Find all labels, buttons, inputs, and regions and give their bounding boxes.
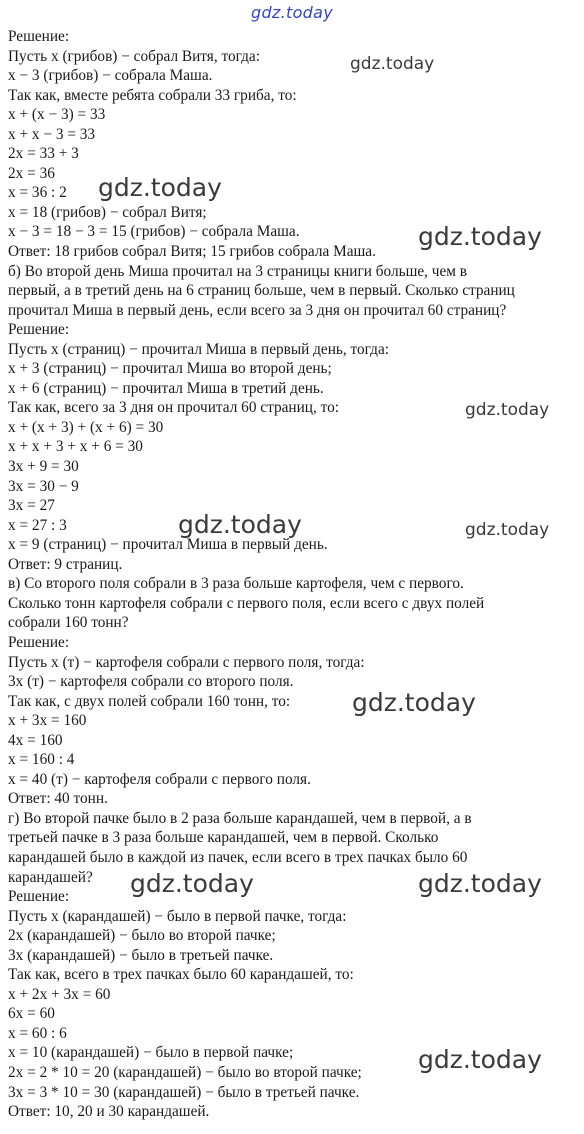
text-line: x = 40 (т) − картофеля собрали с первого поля. xyxy=(8,770,311,788)
text-line: 3x (т) − картофеля собрали со второго поля. xyxy=(8,673,294,691)
top-watermark: gdz.today xyxy=(251,3,333,22)
text-line: Ответ: 40 тонн. xyxy=(8,790,108,808)
text-line: первый, а в третий день на 6 страниц больше, чем в первый. Сколько страниц xyxy=(8,282,515,300)
text-line: карандашей было в каждой из пачек, если всего в трех пачках было 60 xyxy=(8,848,468,866)
watermark-text: gdz.today xyxy=(465,520,550,540)
text-line: Решение: xyxy=(8,888,70,906)
text-line: x = 160 : 4 xyxy=(8,751,75,769)
text-line: карандашей? xyxy=(8,868,93,886)
text-line: Ответ: 10, 20 и 30 карандашей. xyxy=(8,1103,210,1121)
text-line: 2x = 2 * 10 = 20 (карандашей) − было во второй пачке; xyxy=(8,1063,362,1081)
text-line: в) Со второго поля собрали в 3 раза больше картофеля, чем с первого. xyxy=(8,575,464,593)
text-line: Пусть x (т) − картофеля собрали с первого поля, тогда: xyxy=(8,653,365,671)
text-line: x + (x − 3) = 33 xyxy=(8,106,106,124)
watermark-text: gdz.today xyxy=(350,54,435,74)
text-line: x + 2x + 3x = 60 xyxy=(8,985,111,1003)
text-line: x = 9 (страниц) − прочитал Миша в первый день. xyxy=(8,536,328,554)
text-line: x − 3 = 18 − 3 = 15 (грибов) − собрала Маша. xyxy=(8,223,300,241)
text-line: x = 36 : 2 xyxy=(8,184,67,202)
text-line: Решение: xyxy=(8,633,70,651)
text-line: 3x = 27 xyxy=(8,497,55,515)
watermark-text: gdz.today xyxy=(418,1045,542,1074)
text-line: прочитал Миша в первый день, если всего за 3 дня он прочитал 60 страниц? xyxy=(8,301,507,319)
text-line: Решение: xyxy=(8,321,70,339)
text-line: x − 3 (грибов) − собрала Маша. xyxy=(8,67,213,85)
text-line: 3x + 9 = 30 xyxy=(8,458,79,476)
text-line: x + 3 (страниц) − прочитал Миша во второй день; xyxy=(8,360,332,378)
text-line: x + 3x = 160 xyxy=(8,712,87,730)
watermark-text: gdz.today xyxy=(418,869,542,898)
watermark-text: gdz.today xyxy=(418,222,542,251)
text-line: 6x = 60 xyxy=(8,1005,55,1023)
text-line: x = 18 (грибов) − собрал Витя; xyxy=(8,203,207,221)
text-line: Сколько тонн картофеля собрали с первого поля, если всего с двух полей xyxy=(8,594,485,612)
text-line: 3x = 30 − 9 xyxy=(8,477,79,495)
watermark-text: gdz.today xyxy=(98,173,222,202)
text-line: x + 6 (страниц) − прочитал Миша в третий день. xyxy=(8,379,324,397)
text-line: собрали 160 тонн? xyxy=(8,614,129,632)
text-line: 2x = 36 xyxy=(8,164,55,182)
text-line: 4x = 160 xyxy=(8,731,63,749)
text-line: Пусть x (страниц) − прочитал Миша в первый день, тогда: xyxy=(8,340,389,358)
text-line: Ответ: 9 страниц. xyxy=(8,555,123,573)
text-line: Ответ: 18 грибов собрал Витя; 15 грибов собрала Маша. xyxy=(8,243,376,261)
text-line: 2x (карандашей) − было во второй пачке; xyxy=(8,927,276,945)
text-line: Так как, всего в трех пачках было 60 карандашей, то: xyxy=(8,966,354,984)
watermark-text: gdz.today xyxy=(465,400,550,420)
text-line: Решение: xyxy=(8,28,70,45)
text-line: Пусть x (карандашей) − было в первой пачке, тогда: xyxy=(8,907,347,925)
text-line: 3x = 3 * 10 = 30 (карандашей) − было в третьей пачке. xyxy=(8,1083,360,1101)
solution-text xyxy=(8,27,580,1122)
text-line: x + (x + 3) + (x + 6) = 30 xyxy=(8,418,164,436)
text-line: г) Во второй пачке было в 2 раза больше карандашей, чем в первой, а в xyxy=(8,809,472,827)
text-line: x + x − 3 = 33 xyxy=(8,125,96,143)
text-line: Так как, всего за 3 дня он прочитал 60 страниц, то: xyxy=(8,399,339,417)
text-line: x + x + 3 + x + 6 = 30 xyxy=(8,438,143,456)
watermark-text: gdz.today xyxy=(130,869,254,898)
text-line: x = 60 : 6 xyxy=(8,1024,67,1042)
text-line: x = 10 (карандашей) − было в первой пачке; xyxy=(8,1044,294,1062)
watermark-text: gdz.today xyxy=(352,688,476,717)
text-line: третьей пачке в 3 раза больше карандашей, чем в первой. Сколько xyxy=(8,829,439,847)
text-line: Так как, с двух полей собрали 160 тонн, то: xyxy=(8,692,291,710)
watermark-text: gdz.today xyxy=(178,510,302,539)
text-line: Так как, вместе ребята собрали 33 гриба, то: xyxy=(8,86,297,104)
text-line: б) Во второй день Миша прочитал на 3 страницы книги больше, чем в xyxy=(8,262,468,280)
text-line: 2x = 33 + 3 xyxy=(8,145,79,163)
text-line: Пусть x (грибов) − собрал Витя, тогда: xyxy=(8,47,260,65)
text-line: x = 27 : 3 xyxy=(8,516,67,534)
text-line: 3x (карандашей) − было в третьей пачке. xyxy=(8,946,274,964)
